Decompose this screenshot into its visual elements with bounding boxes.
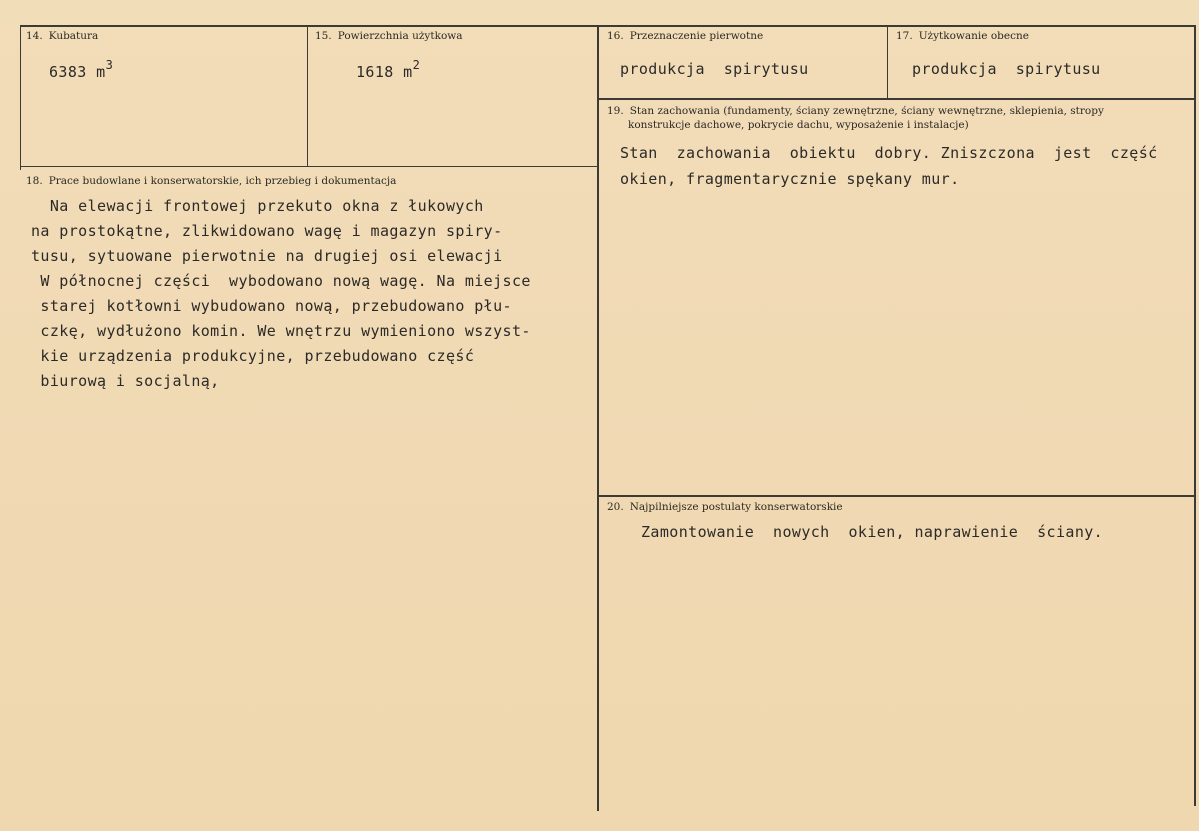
divider-14-15	[307, 26, 308, 166]
field-20-value: Zamontowanie nowych okien, naprawienie ściany.	[641, 523, 1104, 541]
field-19-label	[607, 105, 1104, 118]
field-19-line-1: Stan zachowania obiektu dobry. Zniszczona jest część	[620, 144, 1158, 162]
field-17-label	[896, 30, 1029, 43]
rule-under-15	[20, 166, 598, 167]
field-18-number: 18.	[26, 175, 43, 187]
field-20-number: 20.	[607, 501, 624, 513]
field-14-number: 14.	[26, 30, 43, 42]
field-16-value: produkcja spirytusu	[620, 60, 809, 78]
cubature-exponent: 3	[105, 58, 114, 72]
field-18-line-4: W północnej części wybodowano nową wagę. Na miejsce	[31, 272, 531, 290]
field-14-value	[49, 60, 113, 81]
field-18-title: Prace budowlane i konserwatorskie, ich przebieg i dokumentacja	[48, 175, 397, 187]
field-18-line-7: kie urządzenia produkcyjne, przebudowano część	[31, 347, 475, 365]
field-16-label	[607, 30, 763, 43]
field-18-line-2: na prostokątne, zlikwidowano wagę i magazyn spiry-	[31, 222, 503, 240]
field-18-label	[26, 175, 396, 188]
field-17-number: 17.	[896, 30, 913, 42]
field-18-line-1: Na elewacji frontowej przekuto okna z łukowych	[31, 197, 484, 215]
field-19-label-cont: konstrukcje dachowe, pokrycie dachu, wyposażenie i instalacje)	[628, 119, 969, 131]
field-16-number: 16.	[607, 30, 624, 42]
cubature-value: 6383 m	[49, 63, 106, 81]
field-19-number: 19.	[607, 105, 624, 117]
field-15-title: Powierzchnia użytkowa	[337, 30, 463, 42]
field-18-line-8: biurową i socjalną,	[31, 372, 220, 390]
top-border	[20, 25, 1196, 27]
field-17-value: produkcja spirytusu	[912, 60, 1101, 78]
field-18-line-6: czkę, wydłużono komin. We wnętrzu wymieniono wszyst-	[31, 322, 531, 340]
field-15-label	[315, 30, 463, 43]
field-19-title: Stan zachowania (fundamenty, ściany zewnętrzne, ściany wewnętrzne, sklepienia, stropy	[629, 105, 1104, 117]
field-14-label	[26, 30, 98, 43]
field-18-text	[31, 194, 631, 394]
area-value: 1618 m	[356, 63, 413, 81]
divider-16-17	[887, 26, 888, 98]
left-border	[20, 25, 21, 170]
rule-under-16-17	[598, 98, 1195, 100]
field-14-title: Kubatura	[48, 30, 99, 42]
field-15-value	[356, 60, 420, 81]
field-20-label	[607, 501, 843, 514]
field-15-number: 15.	[315, 30, 332, 42]
field-20-title: Najpilniejsze postulaty konserwatorskie	[629, 501, 843, 513]
field-16-title: Przeznaczenie pierwotne	[629, 30, 764, 42]
rule-above-20	[598, 495, 1195, 497]
right-border	[1194, 26, 1196, 806]
center-divider	[597, 26, 599, 811]
field-17-title: Użytkowanie obecne	[918, 30, 1029, 42]
area-exponent: 2	[412, 58, 421, 72]
field-18-line-3: tusu, sytuowane pierwotnie na drugiej osi elewacji	[31, 247, 503, 265]
field-19-line-2: okien, fragmentarycznie spękany mur.	[620, 170, 960, 188]
field-18-line-5: starej kotłowni wybudowano nową, przebudowano płu-	[31, 297, 512, 315]
